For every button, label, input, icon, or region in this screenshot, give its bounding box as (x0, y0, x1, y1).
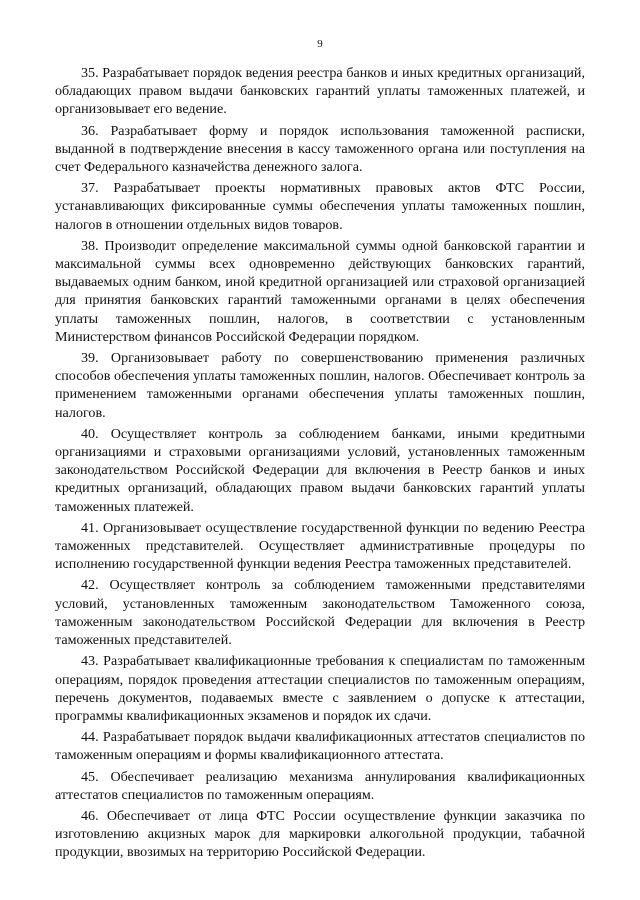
page-number: 9 (317, 38, 323, 50)
paragraph-37: 37. Разрабатывает проекты нормативных правовых актов ФТС России, устанавливающих фиксированные суммы обеспечения уплаты таможенных пошлин, налогов в отношении отдельных видов товаров. (55, 180, 585, 233)
paragraph-35: 35. Разрабатывает порядок ведения реестра банков и иных кредитных организаций, обладающих правом выдачи банковских гарантий уплаты таможенных платежей, и организовывает его ведение. (55, 65, 585, 118)
paragraph-40: 40. Осуществляет контроль за соблюдением банками, иными кредитными организациями и страховыми организациями условий, установленных таможенным законодательством Российской Федерации для включения в Реестр банков и иных кредитных организаций, обладающих правом выдачи банковских гарантий уплаты таможенных платежей. (55, 425, 585, 515)
paragraph-43: 43. Разрабатывает квалификационные требования к специалистам по таможенным операциям, порядок проведения аттестации специалистов по таможенным операциям, перечень документов, подаваемых вместе с заявлением о допуске к аттестации, программы квалификационных экзаменов и порядок их сдачи. (55, 653, 585, 724)
paragraph-36: 36. Разрабатывает форму и порядок использования таможенной расписки, выданной в подтверждение внесения в кассу таможенного органа или поступления на счет Федерального казначейства денежного залога. (55, 122, 585, 176)
paragraph-45: 45. Обеспечивает реализацию механизма аннулирования квалификационных аттестатов специалистов по таможенным операциям. (55, 768, 585, 803)
paragraph-42: 42. Осуществляет контроль за соблюдением таможенными представителями условий, установленных таможенным законодательством Таможенного союза, таможенным законодательством Российской Федерации для включения в Реестр таможенных представителей. (55, 577, 585, 649)
paragraph-38: 38. Производит определение максимальной суммы одной банковской гарантии и максимальной суммы всех одновременно действующих банковских гарантий, выдаваемых одним банком, иной кредитной организацией или страховой организацией для принятия банковских гарантий таможенными органами в целях обеспечения уплаты таможенных пошлин, налогов, в соответствии с установленным Министерством финансов Российской Федерации порядком. (55, 237, 585, 345)
paragraph-41: 41. Организовывает осуществление государственной функции по ведению Реестра таможенных представителей. Осуществляет административные процедуры по исполнению государственной функции ведения Реестра таможенных представителей. (55, 519, 585, 573)
paragraph-44: 44. Разрабатывает порядок выдачи квалификационных аттестатов специалистов по таможенным операциям и формы квалификационного аттестата. (55, 729, 585, 764)
paragraph-39: 39. Организовывает работу по совершенствованию применения различных способов обеспечения уплаты таможенных пошлин, налогов. Обеспечивает контроль за применением таможенными органами обеспечения уплаты таможенных пошлин, налогов. (55, 350, 585, 421)
document-body (55, 64, 585, 865)
paragraph-46: 46. Обеспечивает от лица ФТС России осуществление функции заказчика по изготовлению акцизных марок для маркировки алкогольной продукции, табачной продукции, ввозимых на территорию Российской Федерации. (55, 807, 585, 861)
